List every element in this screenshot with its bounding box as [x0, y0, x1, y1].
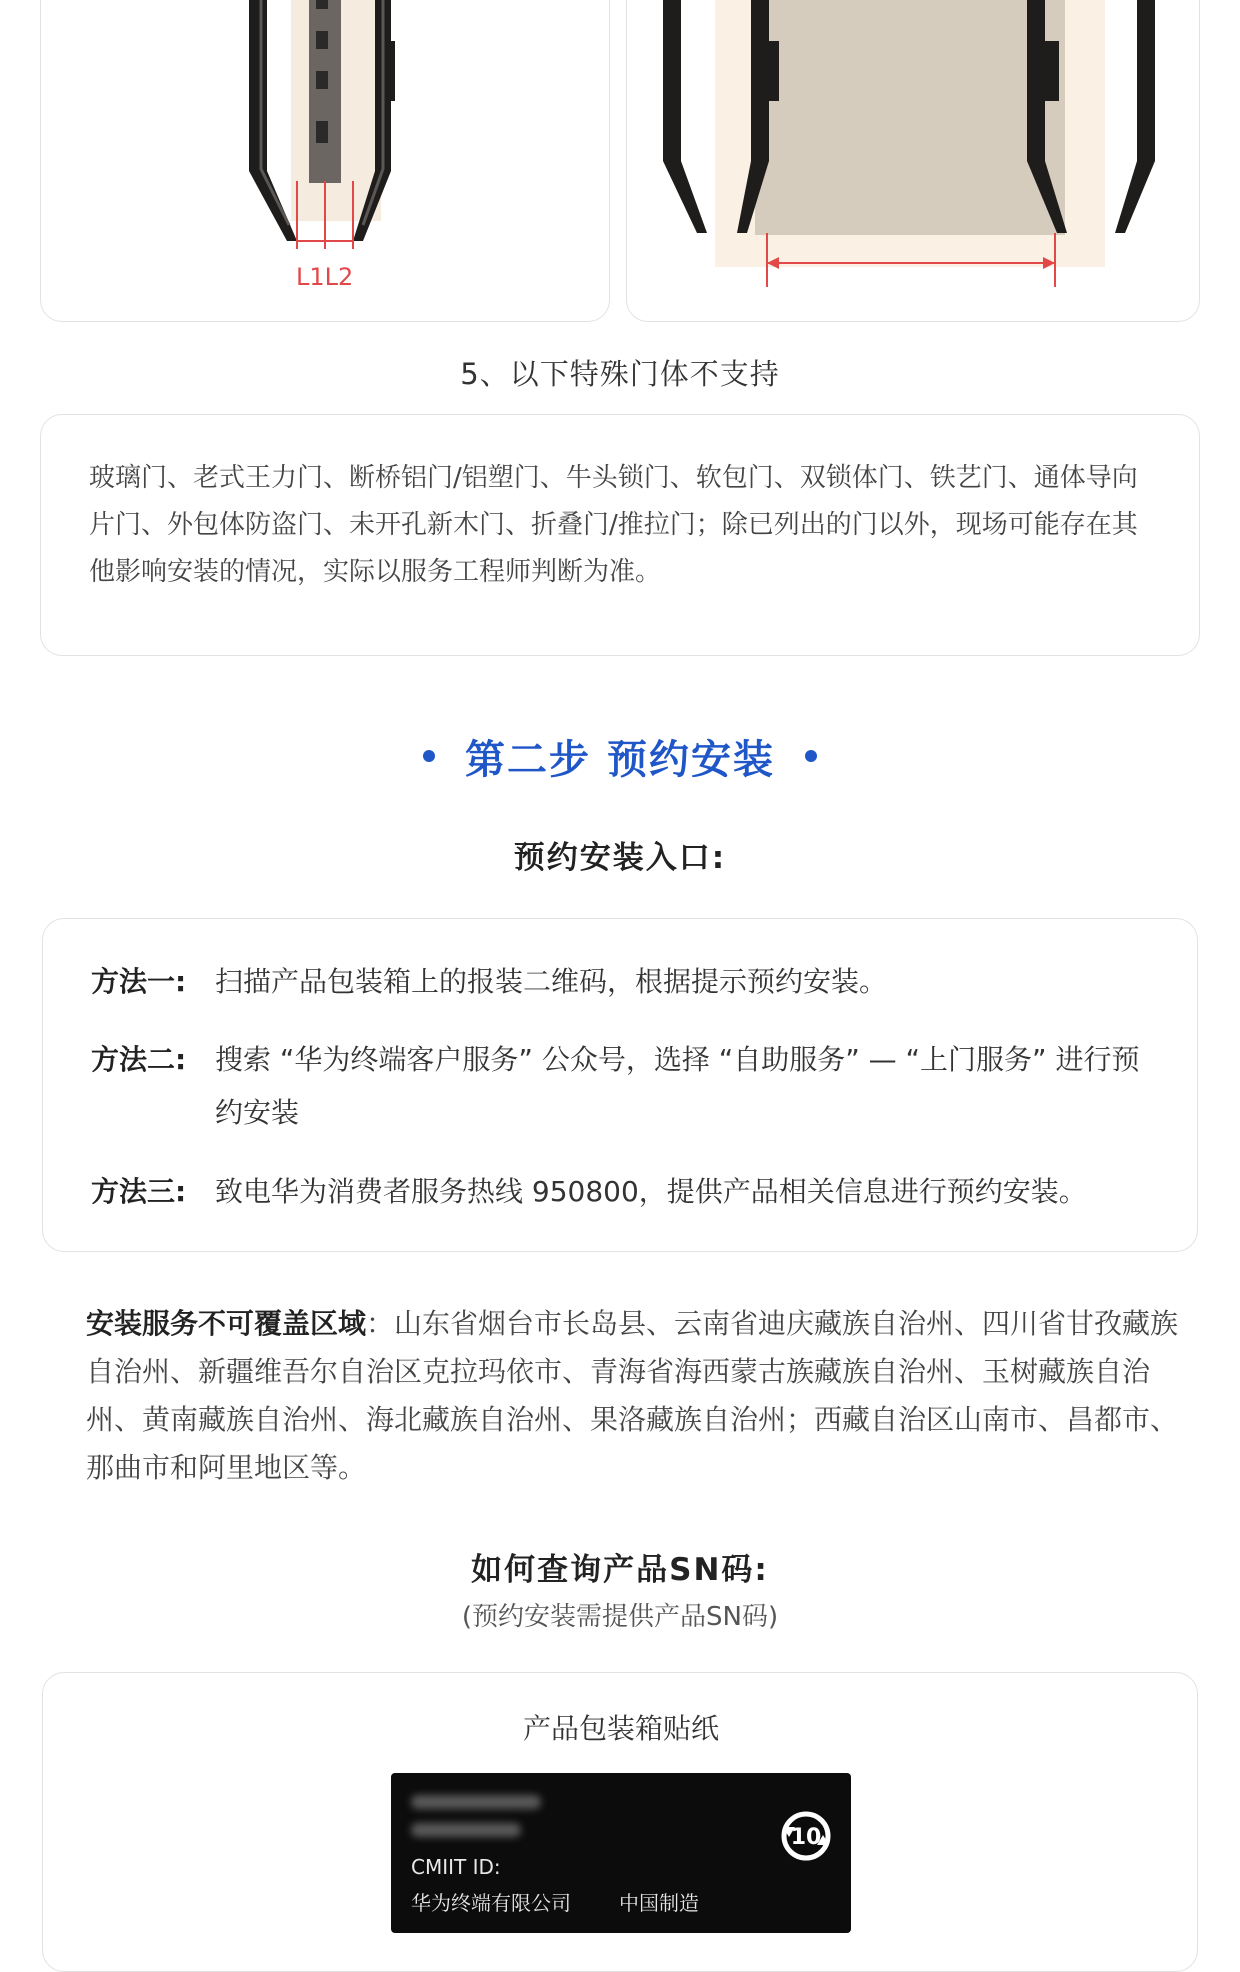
recycle-period-icon	[775, 1805, 837, 1867]
sn-query-title: 如何查询产品SN码:	[471, 1552, 769, 1588]
door-diagram-card-left	[40, 0, 610, 322]
door-diagram-card-right	[626, 0, 1200, 322]
sticker-caption: 产品包装箱贴纸	[522, 1712, 719, 1745]
method-item	[91, 1165, 1165, 1218]
lock-plate	[309, 0, 341, 183]
method-text: 扫描产品包装箱上的报装二维码，根据提示预约安装。	[215, 965, 888, 998]
coverage-notice	[86, 1300, 1196, 1492]
dimension-label-l1l2: L1L2	[296, 263, 354, 291]
handle-right-outer	[1115, 0, 1155, 233]
method-label: 方法一:	[91, 965, 187, 998]
coverage-label: 安装服务不可覆盖区域	[86, 1307, 367, 1340]
step2-heading	[0, 726, 1240, 786]
sticker-cmiit: CMIIT ID:	[411, 1855, 501, 1879]
method-text: 搜索 “华为终端客户服务” 公众号，选择 “自助服务” — “上门服务” 进行预约安装	[215, 1043, 1140, 1129]
sticker-company: 华为终端有限公司	[411, 1891, 571, 1915]
method-label: 方法二:	[91, 1043, 187, 1076]
coverage-text: ：山东省烟台市长岛县、云南省迪庆藏族自治州、四川省甘孜藏族自治州、新疆维吾尔自治区克拉玛依市、青海省海西蒙古族藏族自治州、玉树藏族自治州、黄南藏族自治州、海北藏族自治州、果洛藏族自治州；西藏自治区山南市、昌都市、那曲市和阿里地区等。	[86, 1307, 1179, 1484]
sticker-card	[42, 1672, 1198, 1972]
door-lock-diagram	[41, 0, 610, 322]
door-width-diagram	[627, 0, 1200, 322]
method-item	[91, 955, 1165, 1008]
sticker-origin: 中国制造	[619, 1891, 699, 1915]
step2-title: 第二步 预约安装	[465, 736, 775, 783]
unsupported-doors-text: 玻璃门、老式王力门、断桥铝门/铝塑门、牛头锁门、软包门、双锁体门、铁艺门、通体导向片门、外包体防盗门、未开孔新木门、折叠门/推拉门；除已列出的门以外，现场可能存在其他影响安装的情况，实际以服务工程师判断为准。	[89, 463, 1138, 587]
method-text: 致电华为消费者服务热线 950800，提供产品相关信息进行预约安装。	[215, 1175, 1087, 1208]
sn-query-subtitle: (预约安装需提供产品SN码)	[461, 1602, 779, 1632]
door-panel	[755, 0, 1065, 235]
bullet-dot-icon	[423, 750, 435, 762]
package-sticker-image	[391, 1773, 851, 1933]
recycle-number: 10	[790, 1825, 822, 1850]
handle-left-outer	[663, 0, 707, 233]
booking-methods-card	[42, 918, 1198, 1252]
method-label: 方法三:	[91, 1175, 187, 1208]
booking-entry-title: 预约安装入口:	[513, 840, 727, 876]
section-5-title: 5、以下特殊门体不支持	[460, 357, 780, 391]
bullet-dot-icon	[805, 750, 817, 762]
blurred-text	[411, 1795, 541, 1809]
unsupported-doors-card	[40, 414, 1200, 656]
method-item	[91, 1033, 1165, 1139]
blurred-text	[411, 1823, 521, 1837]
handle-left	[249, 0, 297, 241]
